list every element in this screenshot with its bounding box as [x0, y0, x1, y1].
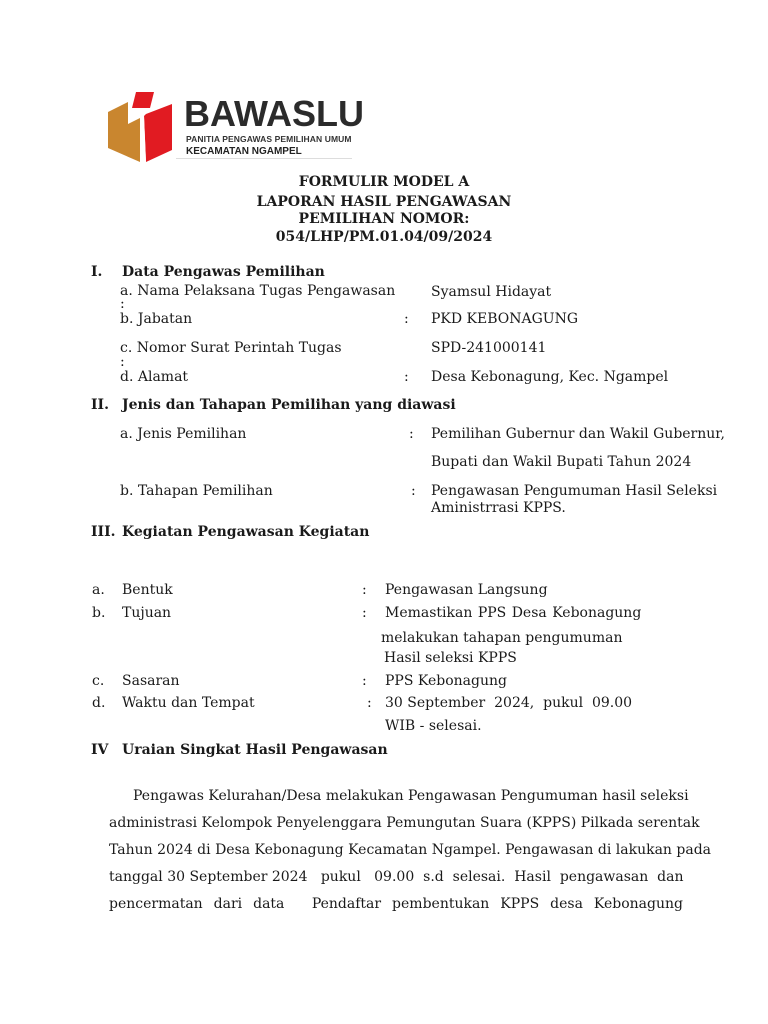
item-letter: c.	[92, 673, 105, 689]
field-value-cont: Aministrrasi KPPS.	[431, 500, 566, 516]
field-label: a. Nama Pelaksana Tugas Pengawasan	[120, 283, 396, 299]
field-value: SPD-241000141	[431, 340, 547, 356]
paragraph-line: Tahun 2024 di Desa Kebonagung Kecamatan Ngampel. Pengawasan di lakukan pada	[109, 842, 712, 858]
field-value: Pemilihan Gubernur dan Wakil Gubernur,	[431, 426, 725, 442]
field-value: PPS Kebonagung	[385, 673, 507, 689]
item-letter: b.	[92, 605, 106, 621]
field-label: Bentuk	[122, 582, 173, 598]
field-value-cont: melakukan tahapan pengumuman	[381, 630, 623, 646]
field-label: Waktu dan Tempat	[122, 695, 255, 711]
logo-district: KECAMATAN NGAMPEL	[176, 145, 352, 159]
field-value: Syamsul Hidayat	[431, 284, 552, 300]
field-label: b. Tahapan Pemilihan	[120, 483, 273, 499]
field-label: c. Nomor Surat Perintah Tugas	[120, 340, 342, 356]
report-title: LAPORAN HASIL PENGAWASAN	[256, 194, 512, 210]
paragraph-line: Pengawas Kelurahan/Desa melakukan Pengawasan Pengumuman hasil seleksi	[133, 788, 689, 804]
item-letter: d.	[92, 695, 106, 711]
field-colon: :	[362, 605, 367, 621]
field-value: Desa Kebonagung, Kec. Ngampel	[431, 369, 669, 385]
field-value-cont: Hasil seleksi KPPS	[384, 650, 517, 666]
bawaslu-logo	[106, 90, 364, 168]
field-label: Sasaran	[122, 673, 180, 689]
form-title: FORMULIR MODEL A	[298, 174, 470, 190]
paragraph-line: administrasi Kelompok Penyelenggara Pemungutan Suara (KPPS) Pilkada serentak	[109, 815, 700, 831]
field-colon: :	[362, 673, 367, 689]
logo-brand: BAWASLU	[184, 93, 364, 134]
section-4-title: Uraian Singkat Hasil Pengawasan	[122, 742, 388, 758]
section-1-numeral: I.	[91, 264, 103, 280]
field-value: 30 September 2024, pukul 09.00	[385, 695, 633, 711]
field-colon: :	[404, 369, 409, 385]
section-1-title: Data Pengawas Pemilihan	[122, 264, 325, 280]
section-2-title: Jenis dan Tahapan Pemilihan yang diawasi	[122, 397, 456, 413]
item-letter: a.	[92, 582, 105, 598]
section-3-numeral: III.	[91, 524, 116, 540]
field-label: d. Alamat	[120, 369, 189, 385]
field-label: a. Jenis Pemilihan	[120, 426, 247, 442]
paragraph-line: pencermatan dari data Pendaftar pembentukan KPPS desa Kebonagung	[109, 896, 683, 912]
field-colon: :	[120, 354, 125, 370]
field-colon: :	[409, 426, 414, 442]
field-colon: :	[411, 483, 416, 499]
field-value: Memastikan PPS Desa Kebonagung	[385, 605, 642, 621]
field-colon: :	[120, 296, 125, 312]
section-4-numeral: IV	[91, 742, 109, 758]
field-colon: :	[404, 311, 409, 327]
section-3-title: Kegiatan Pengawasan Kegiatan	[122, 524, 370, 540]
field-colon: :	[367, 695, 372, 711]
field-value: Pengawasan Langsung	[385, 582, 548, 598]
field-value-cont: Bupati dan Wakil Bupati Tahun 2024	[431, 454, 692, 470]
field-value-cont: WIB - selesai.	[385, 718, 482, 734]
logo-subtitle: PANITIA PENGAWAS PEMILIHAN UMUM	[186, 134, 352, 144]
section-2-numeral: II.	[91, 397, 109, 413]
field-value: PKD KEBONAGUNG	[431, 311, 579, 327]
paragraph-line: tanggal 30 September 2024 pukul 09.00 s.d selesai. Hasil pengawasan dan	[109, 869, 684, 885]
field-label: Tujuan	[122, 605, 172, 621]
field-value: Pengawasan Pengumuman Hasil Seleksi	[431, 483, 718, 499]
election-number-label: PEMILIHAN NOMOR:	[298, 211, 470, 227]
ballot-box-logo-icon	[106, 90, 176, 166]
report-number: 054/LHP/PM.01.04/09/2024	[275, 229, 493, 245]
field-colon: :	[362, 582, 367, 598]
field-label: b. Jabatan	[120, 311, 193, 327]
